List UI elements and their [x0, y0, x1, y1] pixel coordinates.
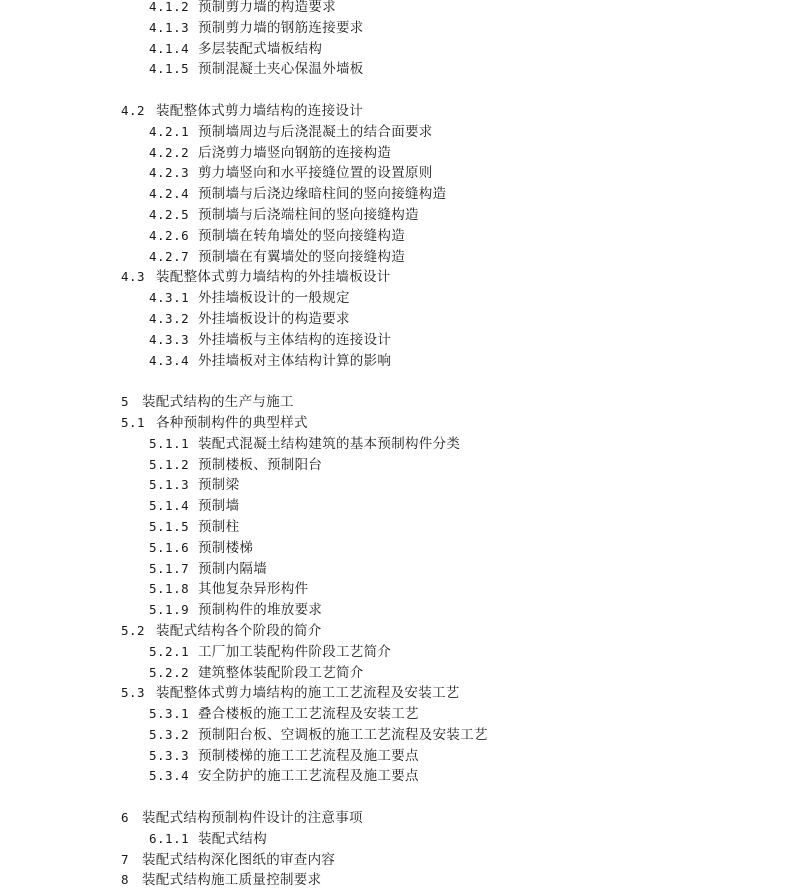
toc-number: 4.2.4	[149, 186, 190, 202]
toc-title: 装配式结构预制构件设计的注意事项	[142, 810, 363, 827]
toc-entry-5-3-1[interactable]	[0, 704, 792, 725]
toc-number: 7	[121, 851, 130, 867]
toc-title: 预制梁	[198, 477, 240, 494]
toc-section-5-3[interactable]	[0, 683, 792, 704]
toc-number: 5.1.8	[149, 581, 190, 597]
toc-number: 5.3.1	[149, 706, 190, 722]
toc-entry-5-1-2[interactable]	[0, 455, 792, 476]
toc-entry-5-1-6[interactable]	[0, 538, 792, 559]
toc-chapter-6[interactable]	[0, 808, 792, 829]
toc-number: 5.1.2	[149, 456, 190, 472]
toc-chapter-8-cut-off[interactable]	[0, 870, 792, 891]
toc-entry-5-3-4[interactable]	[0, 766, 792, 787]
toc-title: 装配式结构深化图纸的审查内容	[142, 851, 336, 868]
toc-number: 5.1.9	[149, 602, 190, 618]
toc-title: 外挂墙板与主体结构的连接设计	[198, 331, 392, 348]
toc-section-5-1[interactable]	[0, 413, 792, 434]
toc-entry-4-3-1[interactable]	[0, 288, 792, 309]
toc-title: 装配式结构施工质量控制要求	[142, 872, 322, 889]
toc-title: 预制剪力墙的构造要求	[198, 0, 336, 15]
toc-entry-4-2-2[interactable]	[0, 143, 792, 164]
toc-number: 4.1.4	[149, 40, 190, 56]
toc-number: 4.1.2	[149, 0, 190, 14]
toc-number: 4.1.3	[149, 19, 190, 35]
toc-number: 5.1.3	[149, 477, 190, 493]
toc-title: 预制阳台板、空调板的施工工艺流程及安装工艺	[198, 726, 488, 743]
toc-title: 装配式结构	[198, 830, 267, 847]
toc-entry-5-1-3[interactable]	[0, 475, 792, 496]
toc-number: 4.2.3	[149, 165, 190, 181]
toc-number: 5.1.6	[149, 539, 190, 555]
toc-entry-4-3-2[interactable]	[0, 309, 792, 330]
toc-entry-5-1-8[interactable]	[0, 579, 792, 600]
toc-number: 5.1.5	[149, 518, 190, 534]
toc-section-4-3[interactable]	[0, 267, 792, 288]
toc-title: 装配整体式剪力墙结构的施工工艺流程及安装工艺	[156, 685, 460, 702]
toc-title: 叠合楼板的施工工艺流程及安装工艺	[198, 706, 419, 723]
toc-title: 预制剪力墙的钢筋连接要求	[198, 19, 364, 36]
toc-number: 4.2.7	[149, 248, 190, 264]
toc-entry-4-1-3[interactable]	[0, 18, 792, 39]
toc-number: 4.2.2	[149, 144, 190, 160]
toc-entry-5-2-2[interactable]	[0, 663, 792, 684]
toc-number: 5.2	[121, 622, 146, 638]
toc-number: 5.2.1	[149, 643, 190, 659]
toc-number: 5.3.3	[149, 747, 190, 763]
toc-title: 安全防护的施工工艺流程及施工要点	[198, 768, 419, 785]
toc-chapter-7[interactable]	[0, 850, 792, 871]
toc-number: 4.3	[121, 269, 146, 285]
toc-number: 4.2.5	[149, 206, 190, 222]
toc-number: 6	[121, 810, 130, 826]
toc-number: 5.1.4	[149, 498, 190, 514]
toc-number: 4.1.5	[149, 61, 190, 77]
toc-title: 外挂墙板设计的一般规定	[198, 290, 350, 307]
toc-number: 8	[121, 872, 130, 888]
toc-title: 其他复杂异形构件	[198, 581, 309, 598]
toc-number: 5.3.2	[149, 726, 190, 742]
toc-entry-4-2-6[interactable]	[0, 226, 792, 247]
toc-title: 预制墙在转角墙处的竖向接缝构造	[198, 227, 405, 244]
toc-entry-5-1-4[interactable]	[0, 496, 792, 517]
toc-title: 预制墙在有翼墙处的竖向接缝构造	[198, 248, 405, 265]
toc-number: 4.3.4	[149, 352, 190, 368]
toc-number: 4.2.6	[149, 227, 190, 243]
toc-entry-5-1-7[interactable]	[0, 559, 792, 580]
toc-entry-6-1-1[interactable]	[0, 829, 792, 850]
toc-number: 4.3.2	[149, 310, 190, 326]
toc-title: 工厂加工装配构件阶段工艺简介	[198, 643, 392, 660]
toc-number: 4.3.1	[149, 290, 190, 306]
toc-title: 装配整体式剪力墙结构的连接设计	[156, 102, 363, 119]
toc-number: 5.1.1	[149, 435, 190, 451]
toc-title: 多层装配式墙板结构	[198, 40, 323, 57]
toc-entry-4-3-3[interactable]	[0, 330, 792, 351]
toc-entry-4-1-2[interactable]	[0, 0, 792, 18]
toc-entry-4-2-5[interactable]	[0, 205, 792, 226]
toc-entry-4-2-3[interactable]	[0, 163, 792, 184]
toc-title: 装配式结构各个阶段的简介	[156, 622, 322, 639]
toc-title: 预制墙周边与后浇混凝土的结合面要求	[198, 123, 433, 140]
toc-title: 预制墙与后浇端柱间的竖向接缝构造	[198, 206, 419, 223]
toc-entry-5-3-3[interactable]	[0, 746, 792, 767]
toc-entry-4-2-4[interactable]	[0, 184, 792, 205]
toc-entry-5-1-9[interactable]	[0, 600, 792, 621]
toc-entry-5-2-1[interactable]	[0, 642, 792, 663]
toc-section-5-2[interactable]	[0, 621, 792, 642]
spacer	[0, 80, 792, 101]
toc-title: 装配整体式剪力墙结构的外挂墙板设计	[156, 269, 391, 286]
toc-number: 5.1	[121, 414, 146, 430]
toc-entry-4-1-4[interactable]	[0, 39, 792, 60]
toc-title: 预制混凝土夹心保温外墙板	[198, 61, 364, 78]
toc-number: 4.2.1	[149, 123, 190, 139]
toc-title: 后浇剪力墙竖向钢筋的连接构造	[198, 144, 392, 161]
toc-title: 剪力墙竖向和水平接缝位置的设置原则	[198, 165, 433, 182]
spacer	[0, 371, 792, 392]
toc-title: 装配式结构的生产与施工	[142, 394, 294, 411]
toc-number: 6.1.1	[149, 830, 190, 846]
toc-title: 预制墙	[198, 498, 240, 515]
toc-number: 4.3.3	[149, 331, 190, 347]
toc-title: 预制构件的堆放要求	[198, 602, 323, 619]
toc-entry-5-3-2[interactable]	[0, 725, 792, 746]
toc-title: 各种预制构件的典型样式	[156, 414, 308, 431]
toc-entry-4-3-4[interactable]	[0, 351, 792, 372]
toc-title: 预制楼梯	[198, 539, 254, 556]
toc-title: 预制楼梯的施工工艺流程及施工要点	[198, 747, 419, 764]
toc-number: 5.1.7	[149, 560, 190, 576]
toc-entry-4-2-7[interactable]	[0, 247, 792, 268]
toc-title: 预制墙与后浇边缘暗柱间的竖向接缝构造	[198, 186, 447, 203]
spacer	[0, 787, 792, 808]
toc-title: 外挂墙板对主体结构计算的影响	[198, 352, 392, 369]
toc-number: 5.2.2	[149, 664, 190, 680]
toc-title: 预制内隔墙	[198, 560, 267, 577]
toc-title: 外挂墙板设计的构造要求	[198, 310, 350, 327]
toc-title: 装配式混凝土结构建筑的基本预制构件分类	[198, 435, 461, 452]
toc-chapter-5[interactable]	[0, 392, 792, 413]
toc-section-4-2[interactable]	[0, 101, 792, 122]
toc-entry-4-2-1[interactable]	[0, 122, 792, 143]
toc-number: 5.3	[121, 685, 146, 701]
toc-number: 4.2	[121, 102, 146, 118]
toc-entry-5-1-5[interactable]	[0, 517, 792, 538]
toc-entry-5-1-1[interactable]	[0, 434, 792, 455]
toc-number: 5	[121, 394, 130, 410]
toc-entry-4-1-5[interactable]	[0, 59, 792, 80]
toc-title: 预制楼板、预制阳台	[198, 456, 323, 473]
toc-title: 预制柱	[198, 518, 240, 535]
toc-number: 5.3.4	[149, 768, 190, 784]
toc-title: 建筑整体装配阶段工艺简介	[198, 664, 364, 681]
